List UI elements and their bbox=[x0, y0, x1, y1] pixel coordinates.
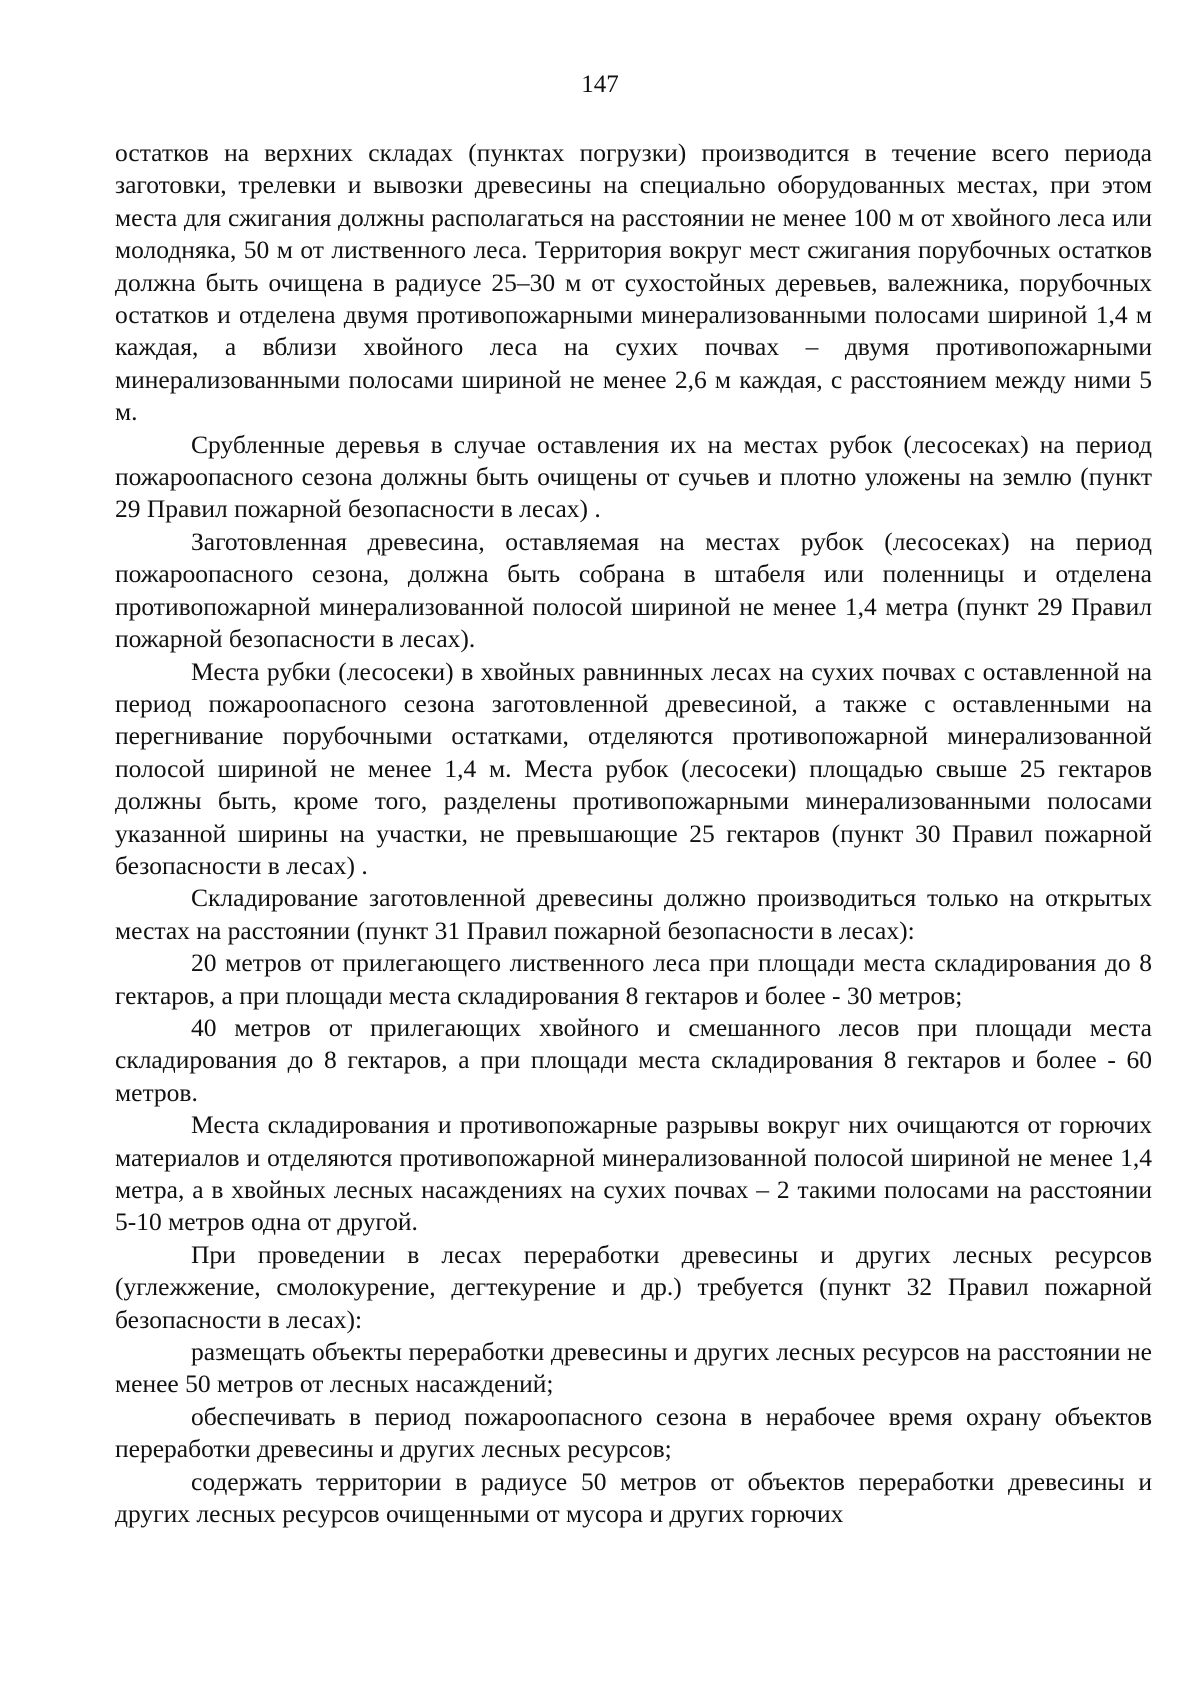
paragraph: 40 метров от прилегающих хвойного и смешанного лесов при площади места складирования до 8 гектаров, а при площади места складирования 8 гектаров и более - 60 метров. bbox=[115, 1012, 1152, 1107]
page-body bbox=[115, 137, 1152, 1530]
paragraph: Места складирования и противопожарные разрывы вокруг них очищаются от горючих материалов и отделяются противопожарной минерализованной полосой шириной не менее 1,4 метра, а в хвойных лесных насаждениях на сухих почвах – 2 такими полосами на расстоянии 5-10 метров одна от другой. bbox=[115, 1110, 1152, 1237]
paragraph: Места рубки (лесосеки) в хвойных равнинных лесах на сухих почвах с оставленной на период пожароопасного сезона заготовленной древесиной, а также с оставленными на перегнивание порубочными остатками, отделяются противопожарной минерализованной полосой шириной не менее 1,4 м. Места рубок (лесосеки) площадью свыше 25 гектаров должны быть, кроме того, разделены противопожарными минерализованными полосами указанной ширины на участки, не превышающие 25 гектаров (пункт 30 Правил пожарной безопасности в лесах) . bbox=[115, 656, 1152, 880]
paragraph: содержать территории в радиусе 50 метров от объектов переработки древесины и других лесных ресурсов очищенными от мусора и других горючих bbox=[115, 1466, 1152, 1529]
paragraph: 20 метров от прилегающего лиственного леса при площади места складирования до 8 гектаров, а при площади места складирования 8 гектаров и более - 30 метров; bbox=[115, 948, 1152, 1010]
paragraph: размещать объекты переработки древесины и других лесных ресурсов на расстоянии не менее 50 метров от лесных насаждений; bbox=[115, 1337, 1152, 1399]
paragraph-continued: остатков на верхних складах (пунктах погрузки) производится в течение всего периода заготовки, трелевки и вывозки древесины на специально оборудованных местах, при этом места для сжигания должны располагаться на расстоянии не менее 100 м от хвойного леса или молодняка, 50 м от лиственного леса. Территория вокруг мест сжигания порубочных остатков должна быть очищена в радиусе 25–30 м от сухостойных деревьев, валежника, порубочных остатков и отделена двумя противопожарными минерализованными полосами шириной 1,4 м каждая, а вблизи хвойного леса на сухих почвах – двумя противопожарными минерализованными полосами шириной не менее 2,6 м каждая, с расстоянием между ними 5 м. bbox=[115, 138, 1152, 427]
page-number: 147 bbox=[581, 71, 619, 98]
paragraph: обеспечивать в период пожароопасного сезона в нерабочее время охрану объектов переработки древесины и других лесных ресурсов; bbox=[115, 1401, 1152, 1464]
paragraph: При проведении в лесах переработки древесины и других лесных ресурсов (углежжение, смолокурение, дегтекурение и др.) требуется (пункт 32 Правил пожарной безопасности в лесах): bbox=[115, 1239, 1152, 1334]
paragraph: Срубленные деревья в случае оставления их на местах рубок (лесосеках) на период пожароопасного сезона должны быть очищены от сучьев и плотно уложены на землю (пункт 29 Правил пожарной безопасности в лесах) . bbox=[115, 429, 1152, 524]
paragraph: Складирование заготовленной древесины должно производиться только на открытых местах на расстоянии (пункт 31 Правил пожарной безопасности в лесах): bbox=[115, 883, 1152, 945]
paragraph: Заготовленная древесина, оставляемая на местах рубок (лесосеках) на период пожароопасного сезона, должна быть собрана в штабеля или поленницы и отделена противопожарной минерализованной полосой шириной не менее 1,4 метра (пункт 29 Правил пожарной безопасности в лесах). bbox=[115, 526, 1152, 654]
